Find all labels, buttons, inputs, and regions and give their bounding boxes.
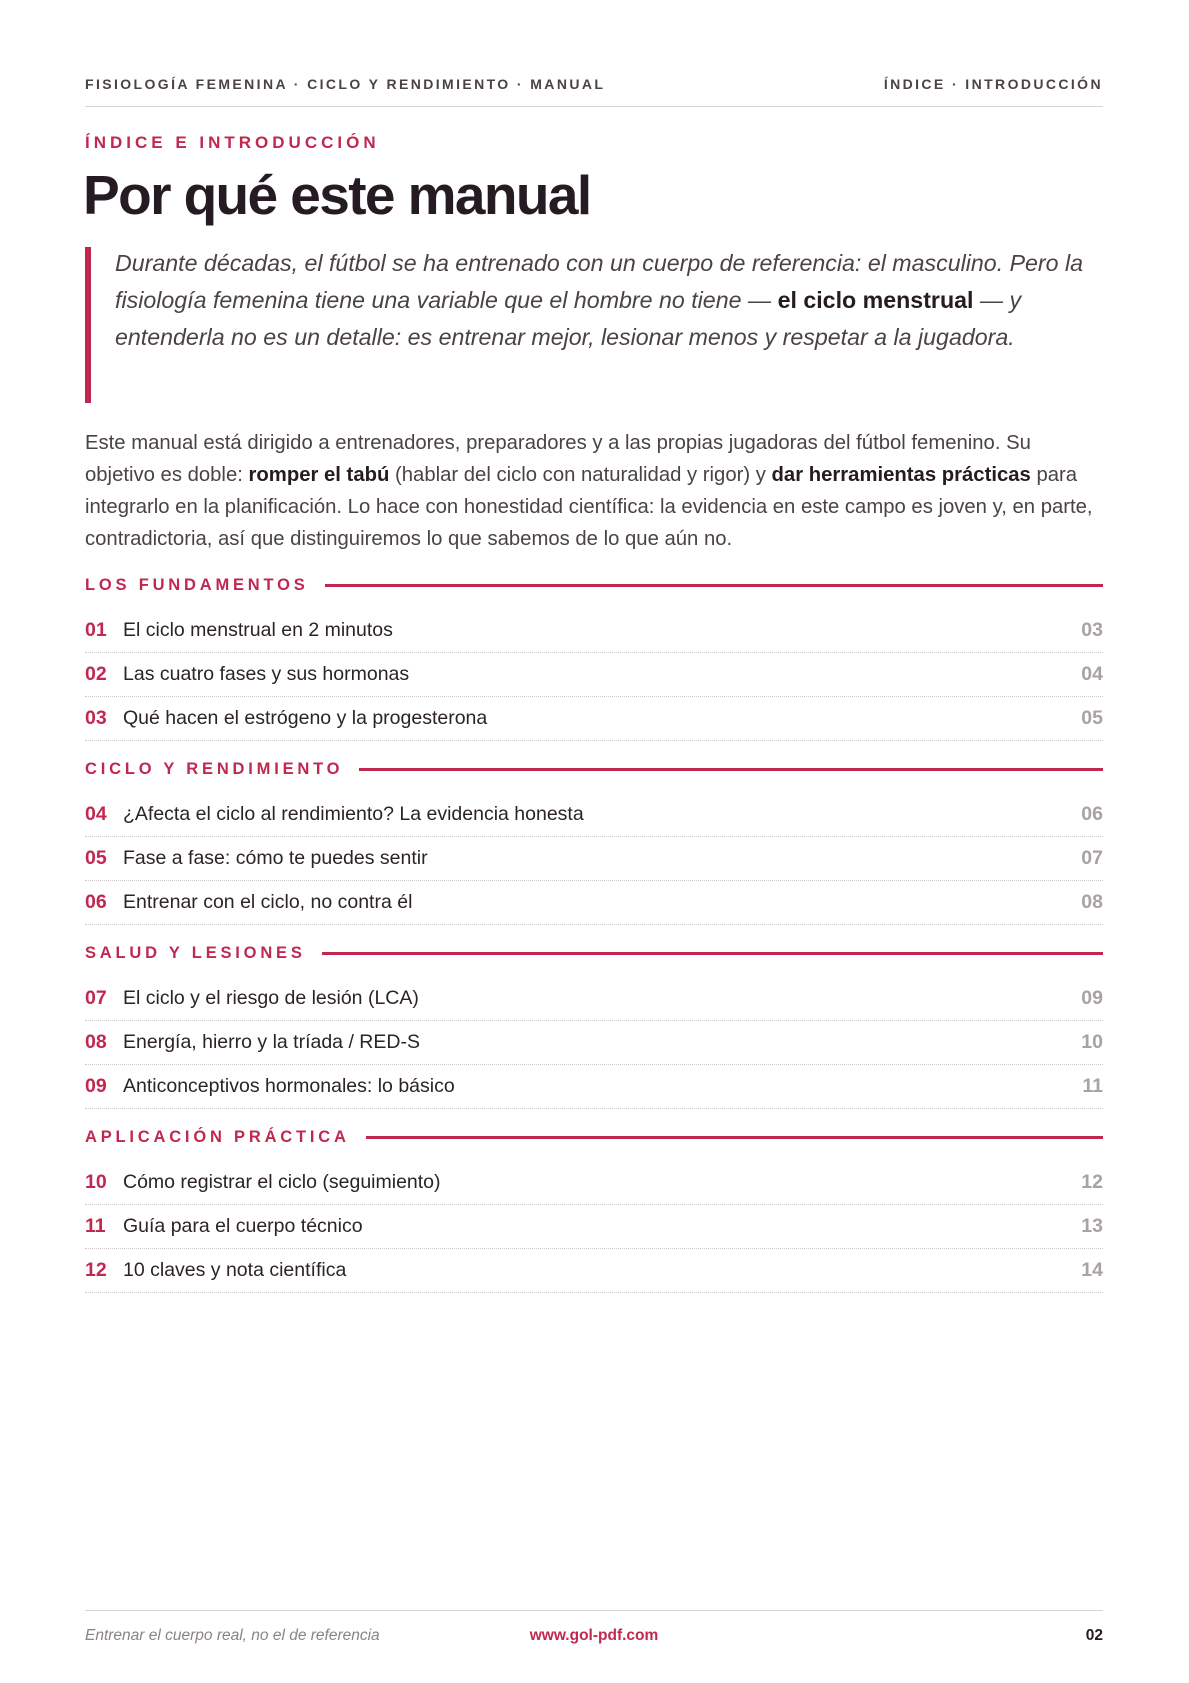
toc-entry-page: 03 [1081, 619, 1103, 641]
toc-entry-label: Guía para el cuerpo técnico [123, 1215, 363, 1237]
toc-entry[interactable] [85, 1021, 1103, 1065]
toc-section [85, 1123, 1103, 1293]
toc-entry[interactable] [85, 1205, 1103, 1249]
intro-emphasis: romper el tabú [248, 464, 390, 486]
toc-entry-label: El ciclo menstrual en 2 minutos [123, 619, 393, 641]
toc-section-header [85, 939, 1103, 967]
toc-entry-number: 05 [85, 847, 107, 869]
toc-entry-page: 05 [1081, 707, 1103, 729]
toc-entry[interactable] [85, 697, 1103, 741]
section-divider [359, 768, 1103, 771]
toc-entry[interactable] [85, 1065, 1103, 1109]
toc-entry-label: El ciclo y el riesgo de lesión (LCA) [123, 987, 419, 1009]
lead-text [115, 245, 1103, 356]
toc-entry[interactable] [85, 1161, 1103, 1205]
toc-entry-label: Energía, hierro y la tríada / RED-S [123, 1031, 420, 1053]
toc-section-title: LOS FUNDAMENTOS [85, 575, 309, 594]
lead-text-part: Durante décadas, el fútbol se ha entrenado con un cuerpo de referencia: el masculino. Pero la fisiología femenina tiene una variable que el hombre no tiene — [115, 250, 1084, 313]
intro-text: (hablar del ciclo con naturalidad y rigor) y [389, 464, 772, 486]
header-section-title: ÍNDICE · INTRODUCCIÓN [883, 76, 1103, 92]
toc-entry[interactable] [85, 881, 1103, 925]
section-divider [325, 584, 1103, 587]
toc-entry-number: 07 [85, 987, 107, 1009]
toc-section-title: APLICACIÓN PRÁCTICA [85, 1127, 350, 1146]
footer-tagline: Entrenar el cuerpo real, no el de referencia [85, 1627, 380, 1644]
header-document-title: FISIOLOGÍA FEMENINA · CICLO Y RENDIMIENTO · MANUAL [85, 76, 606, 92]
page-title: Por qué este manual [83, 164, 591, 226]
toc-section-header [85, 571, 1103, 599]
section-eyebrow: ÍNDICE E INTRODUCCIÓN [85, 133, 380, 152]
toc-entry-number: 03 [85, 707, 107, 729]
toc-entry-number: 10 [85, 1171, 107, 1193]
toc-entry-label: Fase a fase: cómo te puedes sentir [123, 847, 428, 869]
toc-entry-page: 09 [1081, 987, 1103, 1009]
toc-entry[interactable] [85, 653, 1103, 697]
toc-entry-number: 12 [85, 1259, 107, 1281]
toc-entry-page: 14 [1081, 1259, 1103, 1281]
toc-entry-number: 04 [85, 803, 107, 825]
toc-entry-page: 07 [1081, 847, 1103, 869]
toc-entry-page: 08 [1081, 891, 1103, 913]
toc-section [85, 755, 1103, 925]
document-page [85, 0, 1103, 1683]
page-number: 02 [1085, 1627, 1103, 1644]
toc-entry[interactable] [85, 837, 1103, 881]
section-divider [366, 1136, 1103, 1139]
toc-section [85, 571, 1103, 741]
toc-entry-label: Las cuatro fases y sus hormonas [123, 663, 410, 685]
toc-entry-label: Cómo registrar el ciclo (seguimiento) [123, 1171, 441, 1193]
table-of-contents [85, 571, 1103, 1307]
intro-paragraph [85, 427, 1103, 555]
toc-entry-label: 10 claves y nota científica [123, 1259, 347, 1281]
toc-entry[interactable] [85, 977, 1103, 1021]
lead-quote [85, 247, 1103, 403]
toc-entry-number: 02 [85, 663, 107, 685]
toc-entry-page: 10 [1081, 1031, 1103, 1053]
toc-entry-number: 09 [85, 1075, 107, 1097]
toc-entry[interactable] [85, 1249, 1103, 1293]
running-header [85, 76, 1103, 107]
intro-text: para integrarlo en la planificación. Lo hace con honestidad científica: la evidencia en este campo es joven y, en parte, contradictoria, así que distinguiremos lo que sabemos de lo que aún no. [85, 464, 1093, 550]
lead-emphasis: el ciclo menstrual [777, 287, 974, 313]
page-footer [85, 1610, 1103, 1661]
toc-section-header [85, 755, 1103, 783]
intro-emphasis: dar herramientas prácticas [771, 464, 1031, 486]
toc-entry-number: 01 [85, 619, 107, 641]
lead-text-part: — y entenderla no es un detalle: es entrenar mejor, lesionar menos y respetar a la jugadora. [115, 287, 1022, 350]
toc-entry-page: 04 [1081, 663, 1103, 685]
toc-entry-number: 08 [85, 1031, 107, 1053]
toc-section [85, 939, 1103, 1109]
toc-entry-number: 11 [85, 1215, 106, 1237]
toc-entry-label: Qué hacen el estrógeno y la progesterona [123, 707, 488, 729]
toc-entry-page: 12 [1081, 1171, 1103, 1193]
toc-section-title: SALUD Y LESIONES [85, 943, 306, 962]
toc-entry-number: 06 [85, 891, 107, 913]
toc-section-header [85, 1123, 1103, 1151]
section-divider [322, 952, 1103, 955]
toc-entry-label: ¿Afecta el ciclo al rendimiento? La evidencia honesta [123, 803, 584, 825]
intro-text: Este manual está dirigido a entrenadores, preparadores y a las propias jugadoras del fútbol femenino. Su objetivo es doble: [85, 432, 1031, 486]
toc-entry-label: Entrenar con el ciclo, no contra él [123, 891, 413, 913]
toc-entry[interactable] [85, 609, 1103, 653]
toc-entry-page: 13 [1081, 1215, 1103, 1237]
footer-website-link[interactable]: www.gol-pdf.com [529, 1627, 659, 1644]
toc-entry-page: 11 [1082, 1075, 1103, 1097]
toc-section-title: CICLO Y RENDIMIENTO [85, 759, 344, 778]
toc-entry-label: Anticonceptivos hormonales: lo básico [123, 1075, 455, 1097]
toc-entry-page: 06 [1081, 803, 1103, 825]
toc-entry[interactable] [85, 793, 1103, 837]
